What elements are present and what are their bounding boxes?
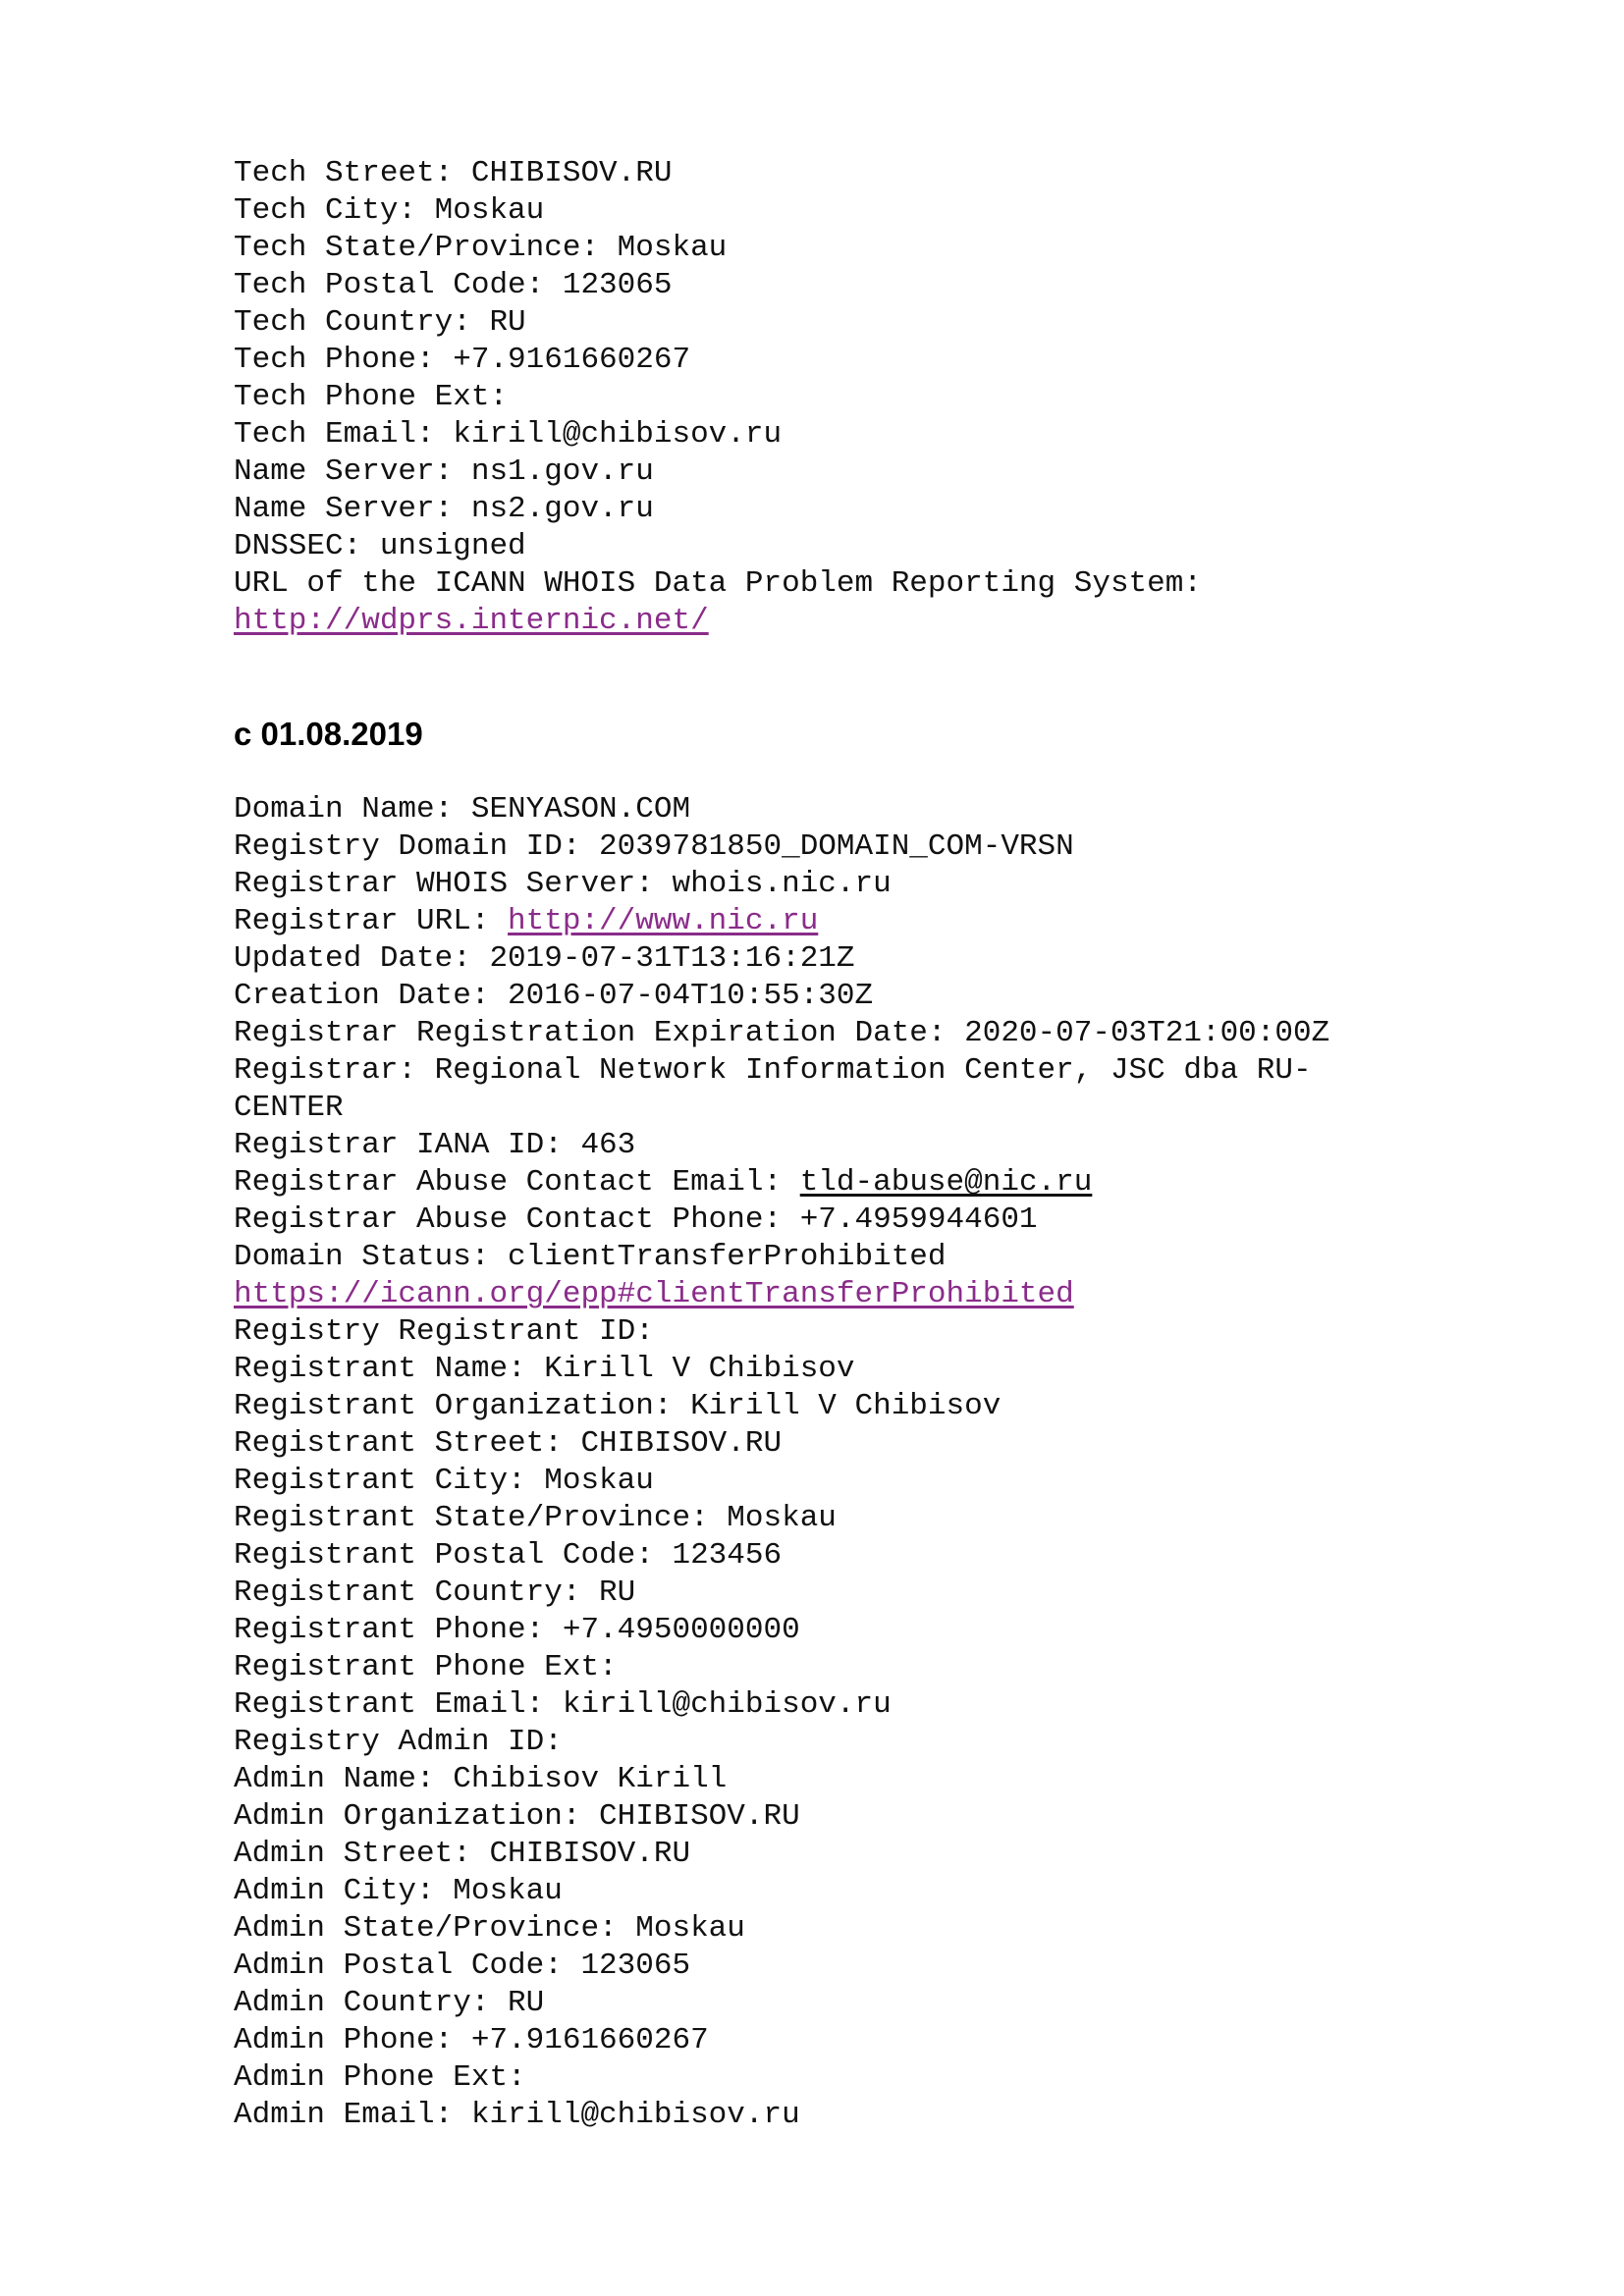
- whois-line: Registrar WHOIS Server: whois.nic.ru: [234, 867, 892, 901]
- whois-line: [234, 1276, 1510, 1313]
- whois-line: Registry Domain ID: 2039781850_DOMAIN_COM-VRSN: [234, 829, 1074, 864]
- whois-line: Registrant Street: CHIBISOV.RU: [234, 1426, 783, 1461]
- whois-line: Registrant State/Province: Moskau: [234, 1501, 837, 1535]
- whois-line: URL of the ICANN WHOIS Data Problem Reporting System:: [234, 566, 1202, 601]
- whois-line: Tech State/Province: Moskau: [234, 231, 728, 265]
- whois-record-continuation: [234, 155, 1510, 640]
- whois-line: Creation Date: 2016-07-04T10:55:30Z: [234, 979, 874, 1013]
- registrar-url-label: Registrar URL:: [234, 904, 509, 938]
- whois-line: Admin Organization: CHIBISOV.RU: [234, 1799, 800, 1834]
- abuse-email-label: Registrar Abuse Contact Email:: [234, 1165, 800, 1200]
- whois-line: Registrant City: Moskau: [234, 1464, 654, 1498]
- whois-line: Registrant Country: RU: [234, 1575, 636, 1610]
- registrar-url-link[interactable]: http://www.nic.ru: [508, 904, 819, 938]
- whois-line: Registrant Organization: Kirill V Chibisov: [234, 1389, 1001, 1423]
- whois-line: Registrar: Regional Network Information Center, JSC dba RU-: [234, 1053, 1312, 1088]
- whois-line: [234, 903, 1510, 940]
- whois-line: Tech Phone: +7.9161660267: [234, 343, 691, 377]
- whois-line: Name Server: ns1.gov.ru: [234, 454, 654, 489]
- whois-line: Tech Phone Ext:: [234, 380, 509, 414]
- whois-line: Registrant Phone: +7.4950000000: [234, 1613, 800, 1647]
- whois-line: Admin State/Province: Moskau: [234, 1911, 745, 1946]
- whois-line: Name Server: ns2.gov.ru: [234, 492, 654, 526]
- whois-line: Domain Status: clientTransferProhibited: [234, 1240, 947, 1274]
- whois-line: Registrant Email: kirill@chibisov.ru: [234, 1687, 892, 1722]
- whois-line: Registrant Postal Code: 123456: [234, 1538, 783, 1573]
- whois-line: DNSSEC: unsigned: [234, 529, 526, 563]
- whois-line: Admin Street: CHIBISOV.RU: [234, 1837, 691, 1871]
- whois-line: Admin City: Moskau: [234, 1874, 563, 1908]
- whois-line: Registry Registrant ID:: [234, 1314, 654, 1349]
- whois-line: Registrant Phone Ext:: [234, 1650, 618, 1684]
- whois-line: Admin Postal Code: 123065: [234, 1949, 691, 1983]
- whois-line: Registrar IANA ID: 463: [234, 1128, 636, 1162]
- whois-line: [234, 603, 1510, 640]
- domain-status-link[interactable]: https://icann.org/epp#clientTransferProhibited: [234, 1277, 1074, 1311]
- whois-line: Registrar Abuse Contact Phone: +7.4959944601: [234, 1202, 1038, 1237]
- whois-line: Tech Email: kirill@chibisov.ru: [234, 417, 783, 452]
- whois-line: [234, 1164, 1510, 1201]
- whois-line: Domain Name: SENYASON.COM: [234, 792, 691, 827]
- whois-line: Tech Country: RU: [234, 305, 526, 340]
- whois-line: Admin Phone Ext:: [234, 2060, 526, 2095]
- icann-report-link[interactable]: http://wdprs.internic.net/: [234, 604, 709, 638]
- section-heading: с 01.08.2019: [234, 716, 423, 752]
- whois-line: Admin Phone: +7.9161660267: [234, 2023, 709, 2057]
- whois-line: Tech Postal Code: 123065: [234, 268, 673, 302]
- abuse-email-link[interactable]: tld-abuse@nic.ru: [799, 1165, 1093, 1200]
- whois-line: Admin Email: kirill@chibisov.ru: [234, 2098, 800, 2132]
- whois-line: Admin Country: RU: [234, 1986, 545, 2020]
- whois-line: Tech City: Moskau: [234, 193, 545, 228]
- whois-line: Tech Street: CHIBISOV.RU: [234, 156, 673, 190]
- whois-line: CENTER: [234, 1091, 344, 1125]
- whois-line: Registry Admin ID:: [234, 1725, 563, 1759]
- whois-line: Updated Date: 2019-07-31T13:16:21Z: [234, 941, 855, 976]
- whois-record: [234, 791, 1510, 2134]
- whois-line: Admin Name: Chibisov Kirill: [234, 1762, 728, 1796]
- whois-line: Registrar Registration Expiration Date: 2020-07-03T21:00:00Z: [234, 1016, 1330, 1050]
- whois-line: Registrant Name: Kirill V Chibisov: [234, 1352, 855, 1386]
